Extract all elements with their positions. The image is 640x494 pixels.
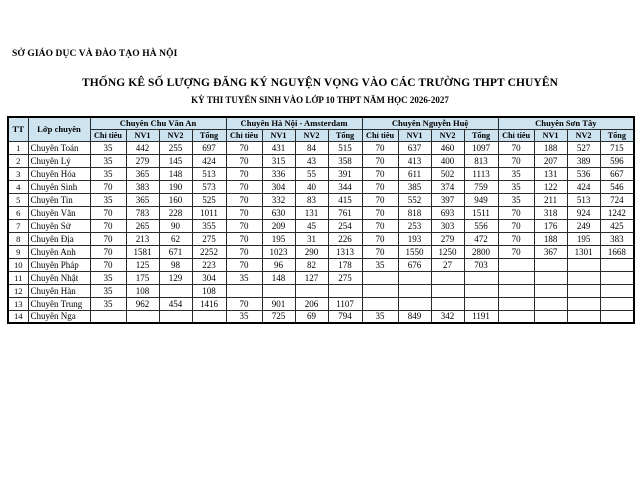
value-cell-12 xyxy=(498,271,534,284)
value-cell-12 xyxy=(498,297,534,310)
statistics-table xyxy=(7,116,635,324)
value-cell-4: 35 xyxy=(226,271,262,284)
value-cell-7: 761 xyxy=(328,206,362,219)
value-cell-15 xyxy=(600,284,634,297)
value-cell-3 xyxy=(192,310,226,323)
value-cell-2: 148 xyxy=(159,167,192,180)
value-cell-7: 226 xyxy=(328,232,362,245)
value-cell-9: 676 xyxy=(398,258,431,271)
row-number-cell: 14 xyxy=(8,310,28,323)
value-cell-1: 383 xyxy=(126,180,159,193)
value-cell-14 xyxy=(567,310,600,323)
class-name-cell: Chuyên Sinh xyxy=(28,180,90,193)
row-number-cell: 12 xyxy=(8,284,28,297)
value-cell-13: 211 xyxy=(534,193,567,206)
table-row xyxy=(8,154,634,167)
value-cell-12: 70 xyxy=(498,232,534,245)
value-cell-15 xyxy=(600,271,634,284)
sub-header-0-3: Tổng xyxy=(192,129,226,141)
value-cell-10 xyxy=(431,284,464,297)
value-cell-4: 70 xyxy=(226,206,262,219)
value-cell-10 xyxy=(431,271,464,284)
value-cell-8: 70 xyxy=(362,180,398,193)
value-cell-13: 188 xyxy=(534,232,567,245)
value-cell-11 xyxy=(464,271,498,284)
sub-header-2-1: NV1 xyxy=(398,129,431,141)
table-row xyxy=(8,284,634,297)
class-name-cell: Chuyên Nhật xyxy=(28,271,90,284)
value-cell-4: 70 xyxy=(226,193,262,206)
value-cell-5: 332 xyxy=(262,193,295,206)
value-cell-4: 70 xyxy=(226,245,262,258)
value-cell-13: 122 xyxy=(534,180,567,193)
class-name-cell: Chuyên Sử xyxy=(28,219,90,232)
value-cell-1: 265 xyxy=(126,219,159,232)
row-number-cell: 1 xyxy=(8,141,28,154)
value-cell-7 xyxy=(328,284,362,297)
sub-header-3-3: Tổng xyxy=(600,129,634,141)
table-row xyxy=(8,167,634,180)
value-cell-8: 70 xyxy=(362,206,398,219)
value-cell-2: 145 xyxy=(159,154,192,167)
value-cell-15 xyxy=(600,310,634,323)
value-cell-3: 355 xyxy=(192,219,226,232)
value-cell-13: 176 xyxy=(534,219,567,232)
page-subtitle: KỲ THI TUYỂN SINH VÀO LỚP 10 THPT NĂM HỌC 2026-2027 xyxy=(191,95,449,105)
table-header xyxy=(8,117,634,141)
value-cell-2: 454 xyxy=(159,297,192,310)
value-cell-10: 27 xyxy=(431,258,464,271)
value-cell-6: 127 xyxy=(295,271,328,284)
class-name-cell: Chuyên Trung xyxy=(28,297,90,310)
row-number-cell: 10 xyxy=(8,258,28,271)
value-cell-8: 70 xyxy=(362,245,398,258)
value-cell-1: 365 xyxy=(126,167,159,180)
value-cell-13: 188 xyxy=(534,141,567,154)
value-cell-11: 556 xyxy=(464,219,498,232)
value-cell-12: 70 xyxy=(498,154,534,167)
class-name-cell: Chuyên Tin xyxy=(28,193,90,206)
row-number-cell: 8 xyxy=(8,232,28,245)
value-cell-0: 70 xyxy=(90,245,126,258)
value-cell-14: 924 xyxy=(567,206,600,219)
value-cell-5: 195 xyxy=(262,232,295,245)
value-cell-9: 637 xyxy=(398,141,431,154)
value-cell-1: 783 xyxy=(126,206,159,219)
value-cell-15: 1668 xyxy=(600,245,634,258)
value-cell-7: 1107 xyxy=(328,297,362,310)
value-cell-8 xyxy=(362,271,398,284)
sub-header-3-1: NV1 xyxy=(534,129,567,141)
row-number-cell: 13 xyxy=(8,297,28,310)
value-cell-0: 35 xyxy=(90,284,126,297)
table-row xyxy=(8,232,634,245)
value-cell-0: 35 xyxy=(90,271,126,284)
value-cell-14 xyxy=(567,258,600,271)
value-cell-6: 131 xyxy=(295,206,328,219)
value-cell-8: 70 xyxy=(362,219,398,232)
value-cell-9 xyxy=(398,284,431,297)
row-number-cell: 9 xyxy=(8,245,28,258)
class-name-cell: Chuyên Anh xyxy=(28,245,90,258)
value-cell-4: 70 xyxy=(226,297,262,310)
group-header-1: Chuyên Hà Nội - Amsterdam xyxy=(226,117,362,129)
value-cell-14: 424 xyxy=(567,180,600,193)
value-cell-2: 671 xyxy=(159,245,192,258)
value-cell-4 xyxy=(226,284,262,297)
col-header-tt: TT xyxy=(8,117,28,141)
class-name-cell: Chuyên Hàn xyxy=(28,284,90,297)
sub-header-1-2: NV2 xyxy=(295,129,328,141)
value-cell-15: 667 xyxy=(600,167,634,180)
sub-header-3-0: Chỉ tiêu xyxy=(498,129,534,141)
value-cell-6: 31 xyxy=(295,232,328,245)
value-cell-13: 207 xyxy=(534,154,567,167)
value-cell-14: 513 xyxy=(567,193,600,206)
value-cell-1: 125 xyxy=(126,258,159,271)
value-cell-9: 818 xyxy=(398,206,431,219)
value-cell-11: 759 xyxy=(464,180,498,193)
value-cell-12: 35 xyxy=(498,180,534,193)
row-number-cell: 4 xyxy=(8,180,28,193)
value-cell-8: 70 xyxy=(362,193,398,206)
sub-header-1-1: NV1 xyxy=(262,129,295,141)
value-cell-5: 336 xyxy=(262,167,295,180)
row-number-cell: 11 xyxy=(8,271,28,284)
value-cell-10: 502 xyxy=(431,167,464,180)
value-cell-12 xyxy=(498,310,534,323)
value-cell-15 xyxy=(600,297,634,310)
value-cell-14 xyxy=(567,297,600,310)
value-cell-11 xyxy=(464,284,498,297)
value-cell-6: 82 xyxy=(295,258,328,271)
sub-header-2-2: NV2 xyxy=(431,129,464,141)
value-cell-4: 70 xyxy=(226,141,262,154)
value-cell-7: 358 xyxy=(328,154,362,167)
value-cell-0: 70 xyxy=(90,232,126,245)
value-cell-3: 1416 xyxy=(192,297,226,310)
value-cell-8: 35 xyxy=(362,258,398,271)
group-header-0: Chuyên Chu Văn An xyxy=(90,117,226,129)
value-cell-6: 45 xyxy=(295,219,328,232)
value-cell-2: 98 xyxy=(159,258,192,271)
class-name-cell: Chuyên Địa xyxy=(28,232,90,245)
value-cell-4: 70 xyxy=(226,167,262,180)
class-name-cell: Chuyên Lý xyxy=(28,154,90,167)
value-cell-2: 90 xyxy=(159,219,192,232)
value-cell-12: 70 xyxy=(498,206,534,219)
sub-header-2-0: Chỉ tiêu xyxy=(362,129,398,141)
value-cell-13 xyxy=(534,258,567,271)
sub-header-1-3: Tổng xyxy=(328,129,362,141)
value-cell-10 xyxy=(431,297,464,310)
value-cell-9: 413 xyxy=(398,154,431,167)
value-cell-5: 304 xyxy=(262,180,295,193)
value-cell-9: 193 xyxy=(398,232,431,245)
table-row xyxy=(8,258,634,271)
group-header-3: Chuyên Sơn Tây xyxy=(498,117,634,129)
value-cell-0: 35 xyxy=(90,193,126,206)
value-cell-7: 178 xyxy=(328,258,362,271)
value-cell-8: 70 xyxy=(362,232,398,245)
header-group-row xyxy=(8,117,634,129)
sub-header-0-1: NV1 xyxy=(126,129,159,141)
value-cell-10: 279 xyxy=(431,232,464,245)
value-cell-9 xyxy=(398,297,431,310)
value-cell-15: 596 xyxy=(600,154,634,167)
sub-header-2-3: Tổng xyxy=(464,129,498,141)
value-cell-15: 425 xyxy=(600,219,634,232)
value-cell-1: 442 xyxy=(126,141,159,154)
class-name-cell: Chuyên Hóa xyxy=(28,167,90,180)
value-cell-10: 303 xyxy=(431,219,464,232)
value-cell-2 xyxy=(159,310,192,323)
agency-name: SỞ GIÁO DỤC VÀ ĐÀO TẠO HÀ NỘI xyxy=(12,49,178,59)
value-cell-0: 70 xyxy=(90,219,126,232)
table-row xyxy=(8,180,634,193)
value-cell-13 xyxy=(534,310,567,323)
sub-header-0-2: NV2 xyxy=(159,129,192,141)
value-cell-7: 415 xyxy=(328,193,362,206)
value-cell-2: 228 xyxy=(159,206,192,219)
row-number-cell: 7 xyxy=(8,219,28,232)
value-cell-0: 35 xyxy=(90,297,126,310)
value-cell-5: 901 xyxy=(262,297,295,310)
value-cell-14: 1301 xyxy=(567,245,600,258)
value-cell-3: 424 xyxy=(192,154,226,167)
value-cell-4: 35 xyxy=(226,310,262,323)
value-cell-7: 391 xyxy=(328,167,362,180)
value-cell-14 xyxy=(567,271,600,284)
value-cell-5: 431 xyxy=(262,141,295,154)
value-cell-15: 383 xyxy=(600,232,634,245)
value-cell-0: 35 xyxy=(90,167,126,180)
value-cell-5: 725 xyxy=(262,310,295,323)
value-cell-9: 611 xyxy=(398,167,431,180)
value-cell-15: 546 xyxy=(600,180,634,193)
value-cell-1: 175 xyxy=(126,271,159,284)
value-cell-14: 249 xyxy=(567,219,600,232)
value-cell-2: 190 xyxy=(159,180,192,193)
page-title: THỐNG KÊ SỐ LƯỢNG ĐĂNG KÝ NGUYỆN VỌNG VÀO CÁC TRƯỜNG THPT CHUYÊN xyxy=(81,77,559,89)
table-row xyxy=(8,245,634,258)
value-cell-7: 515 xyxy=(328,141,362,154)
value-cell-8: 35 xyxy=(362,310,398,323)
value-cell-8 xyxy=(362,284,398,297)
value-cell-2: 62 xyxy=(159,232,192,245)
value-cell-3: 2252 xyxy=(192,245,226,258)
value-cell-3: 275 xyxy=(192,232,226,245)
row-number-cell: 3 xyxy=(8,167,28,180)
class-name-cell: Chuyên Văn xyxy=(28,206,90,219)
value-cell-12 xyxy=(498,284,534,297)
value-cell-9: 253 xyxy=(398,219,431,232)
value-cell-9 xyxy=(398,271,431,284)
value-cell-14: 195 xyxy=(567,232,600,245)
value-cell-3: 525 xyxy=(192,193,226,206)
value-cell-7: 254 xyxy=(328,219,362,232)
value-cell-11: 472 xyxy=(464,232,498,245)
value-cell-8: 70 xyxy=(362,154,398,167)
class-name-cell: Chuyên Nga xyxy=(28,310,90,323)
value-cell-3: 304 xyxy=(192,271,226,284)
value-cell-2: 129 xyxy=(159,271,192,284)
value-cell-10: 374 xyxy=(431,180,464,193)
value-cell-1: 279 xyxy=(126,154,159,167)
value-cell-14: 536 xyxy=(567,167,600,180)
value-cell-14: 527 xyxy=(567,141,600,154)
class-name-cell: Chuyên Toán xyxy=(28,141,90,154)
value-cell-4: 70 xyxy=(226,219,262,232)
value-cell-15 xyxy=(600,258,634,271)
value-cell-0: 70 xyxy=(90,258,126,271)
row-number-cell: 5 xyxy=(8,193,28,206)
value-cell-11: 2800 xyxy=(464,245,498,258)
sub-header-3-2: NV2 xyxy=(567,129,600,141)
value-cell-3: 1011 xyxy=(192,206,226,219)
value-cell-5: 315 xyxy=(262,154,295,167)
value-cell-9: 552 xyxy=(398,193,431,206)
value-cell-5: 1023 xyxy=(262,245,295,258)
value-cell-4: 70 xyxy=(226,180,262,193)
value-cell-11: 703 xyxy=(464,258,498,271)
value-cell-3: 573 xyxy=(192,180,226,193)
value-cell-4: 70 xyxy=(226,258,262,271)
table-row xyxy=(8,271,634,284)
value-cell-14: 389 xyxy=(567,154,600,167)
value-cell-11: 813 xyxy=(464,154,498,167)
value-cell-1 xyxy=(126,310,159,323)
row-number-cell: 2 xyxy=(8,154,28,167)
value-cell-8: 70 xyxy=(362,167,398,180)
value-cell-8: 70 xyxy=(362,141,398,154)
value-cell-6: 40 xyxy=(295,180,328,193)
value-cell-3: 223 xyxy=(192,258,226,271)
value-cell-11: 1097 xyxy=(464,141,498,154)
value-cell-2 xyxy=(159,284,192,297)
value-cell-12 xyxy=(498,258,534,271)
value-cell-12: 35 xyxy=(498,193,534,206)
value-cell-13 xyxy=(534,271,567,284)
class-name-cell: Chuyên Pháp xyxy=(28,258,90,271)
value-cell-0: 35 xyxy=(90,154,126,167)
value-cell-1: 213 xyxy=(126,232,159,245)
value-cell-6: 43 xyxy=(295,154,328,167)
value-cell-2: 160 xyxy=(159,193,192,206)
value-cell-1: 1581 xyxy=(126,245,159,258)
value-cell-3: 697 xyxy=(192,141,226,154)
table-row xyxy=(8,297,634,310)
value-cell-6: 84 xyxy=(295,141,328,154)
table-row xyxy=(8,310,634,323)
value-cell-7: 794 xyxy=(328,310,362,323)
value-cell-15: 715 xyxy=(600,141,634,154)
value-cell-13: 318 xyxy=(534,206,567,219)
value-cell-5: 209 xyxy=(262,219,295,232)
value-cell-12: 70 xyxy=(498,245,534,258)
value-cell-0 xyxy=(90,310,126,323)
col-header-class: Lớp chuyên xyxy=(28,117,90,141)
table-row xyxy=(8,141,634,154)
value-cell-13: 367 xyxy=(534,245,567,258)
value-cell-10: 693 xyxy=(431,206,464,219)
value-cell-7: 344 xyxy=(328,180,362,193)
header-sub-row xyxy=(8,129,634,141)
value-cell-3: 513 xyxy=(192,167,226,180)
value-cell-2: 255 xyxy=(159,141,192,154)
table-body xyxy=(8,141,634,323)
value-cell-12: 35 xyxy=(498,167,534,180)
value-cell-1: 962 xyxy=(126,297,159,310)
sub-header-0-0: Chỉ tiêu xyxy=(90,129,126,141)
table-row xyxy=(8,206,634,219)
value-cell-13 xyxy=(534,297,567,310)
table-row xyxy=(8,219,634,232)
value-cell-14 xyxy=(567,284,600,297)
value-cell-11 xyxy=(464,297,498,310)
value-cell-10: 460 xyxy=(431,141,464,154)
row-number-cell: 6 xyxy=(8,206,28,219)
group-header-2: Chuyên Nguyễn Huệ xyxy=(362,117,498,129)
value-cell-5: 630 xyxy=(262,206,295,219)
value-cell-15: 724 xyxy=(600,193,634,206)
value-cell-13 xyxy=(534,284,567,297)
value-cell-6: 206 xyxy=(295,297,328,310)
value-cell-12: 70 xyxy=(498,219,534,232)
value-cell-9: 1550 xyxy=(398,245,431,258)
value-cell-1: 365 xyxy=(126,193,159,206)
value-cell-5: 148 xyxy=(262,271,295,284)
value-cell-11: 1191 xyxy=(464,310,498,323)
value-cell-15: 1242 xyxy=(600,206,634,219)
value-cell-10: 1250 xyxy=(431,245,464,258)
value-cell-0: 70 xyxy=(90,206,126,219)
value-cell-9: 385 xyxy=(398,180,431,193)
value-cell-0: 70 xyxy=(90,180,126,193)
value-cell-6: 290 xyxy=(295,245,328,258)
value-cell-10: 342 xyxy=(431,310,464,323)
value-cell-10: 397 xyxy=(431,193,464,206)
value-cell-7: 275 xyxy=(328,271,362,284)
value-cell-11: 1113 xyxy=(464,167,498,180)
value-cell-10: 400 xyxy=(431,154,464,167)
value-cell-8 xyxy=(362,297,398,310)
value-cell-11: 1511 xyxy=(464,206,498,219)
value-cell-7: 1313 xyxy=(328,245,362,258)
value-cell-6: 55 xyxy=(295,167,328,180)
value-cell-1: 108 xyxy=(126,284,159,297)
value-cell-6 xyxy=(295,284,328,297)
value-cell-3: 108 xyxy=(192,284,226,297)
value-cell-5 xyxy=(262,284,295,297)
value-cell-12: 70 xyxy=(498,141,534,154)
value-cell-11: 949 xyxy=(464,193,498,206)
value-cell-4: 70 xyxy=(226,232,262,245)
value-cell-13: 131 xyxy=(534,167,567,180)
value-cell-6: 83 xyxy=(295,193,328,206)
value-cell-6: 69 xyxy=(295,310,328,323)
value-cell-4: 70 xyxy=(226,154,262,167)
value-cell-0: 35 xyxy=(90,141,126,154)
sub-header-1-0: Chỉ tiêu xyxy=(226,129,262,141)
value-cell-9: 849 xyxy=(398,310,431,323)
value-cell-5: 96 xyxy=(262,258,295,271)
table-row xyxy=(8,193,634,206)
